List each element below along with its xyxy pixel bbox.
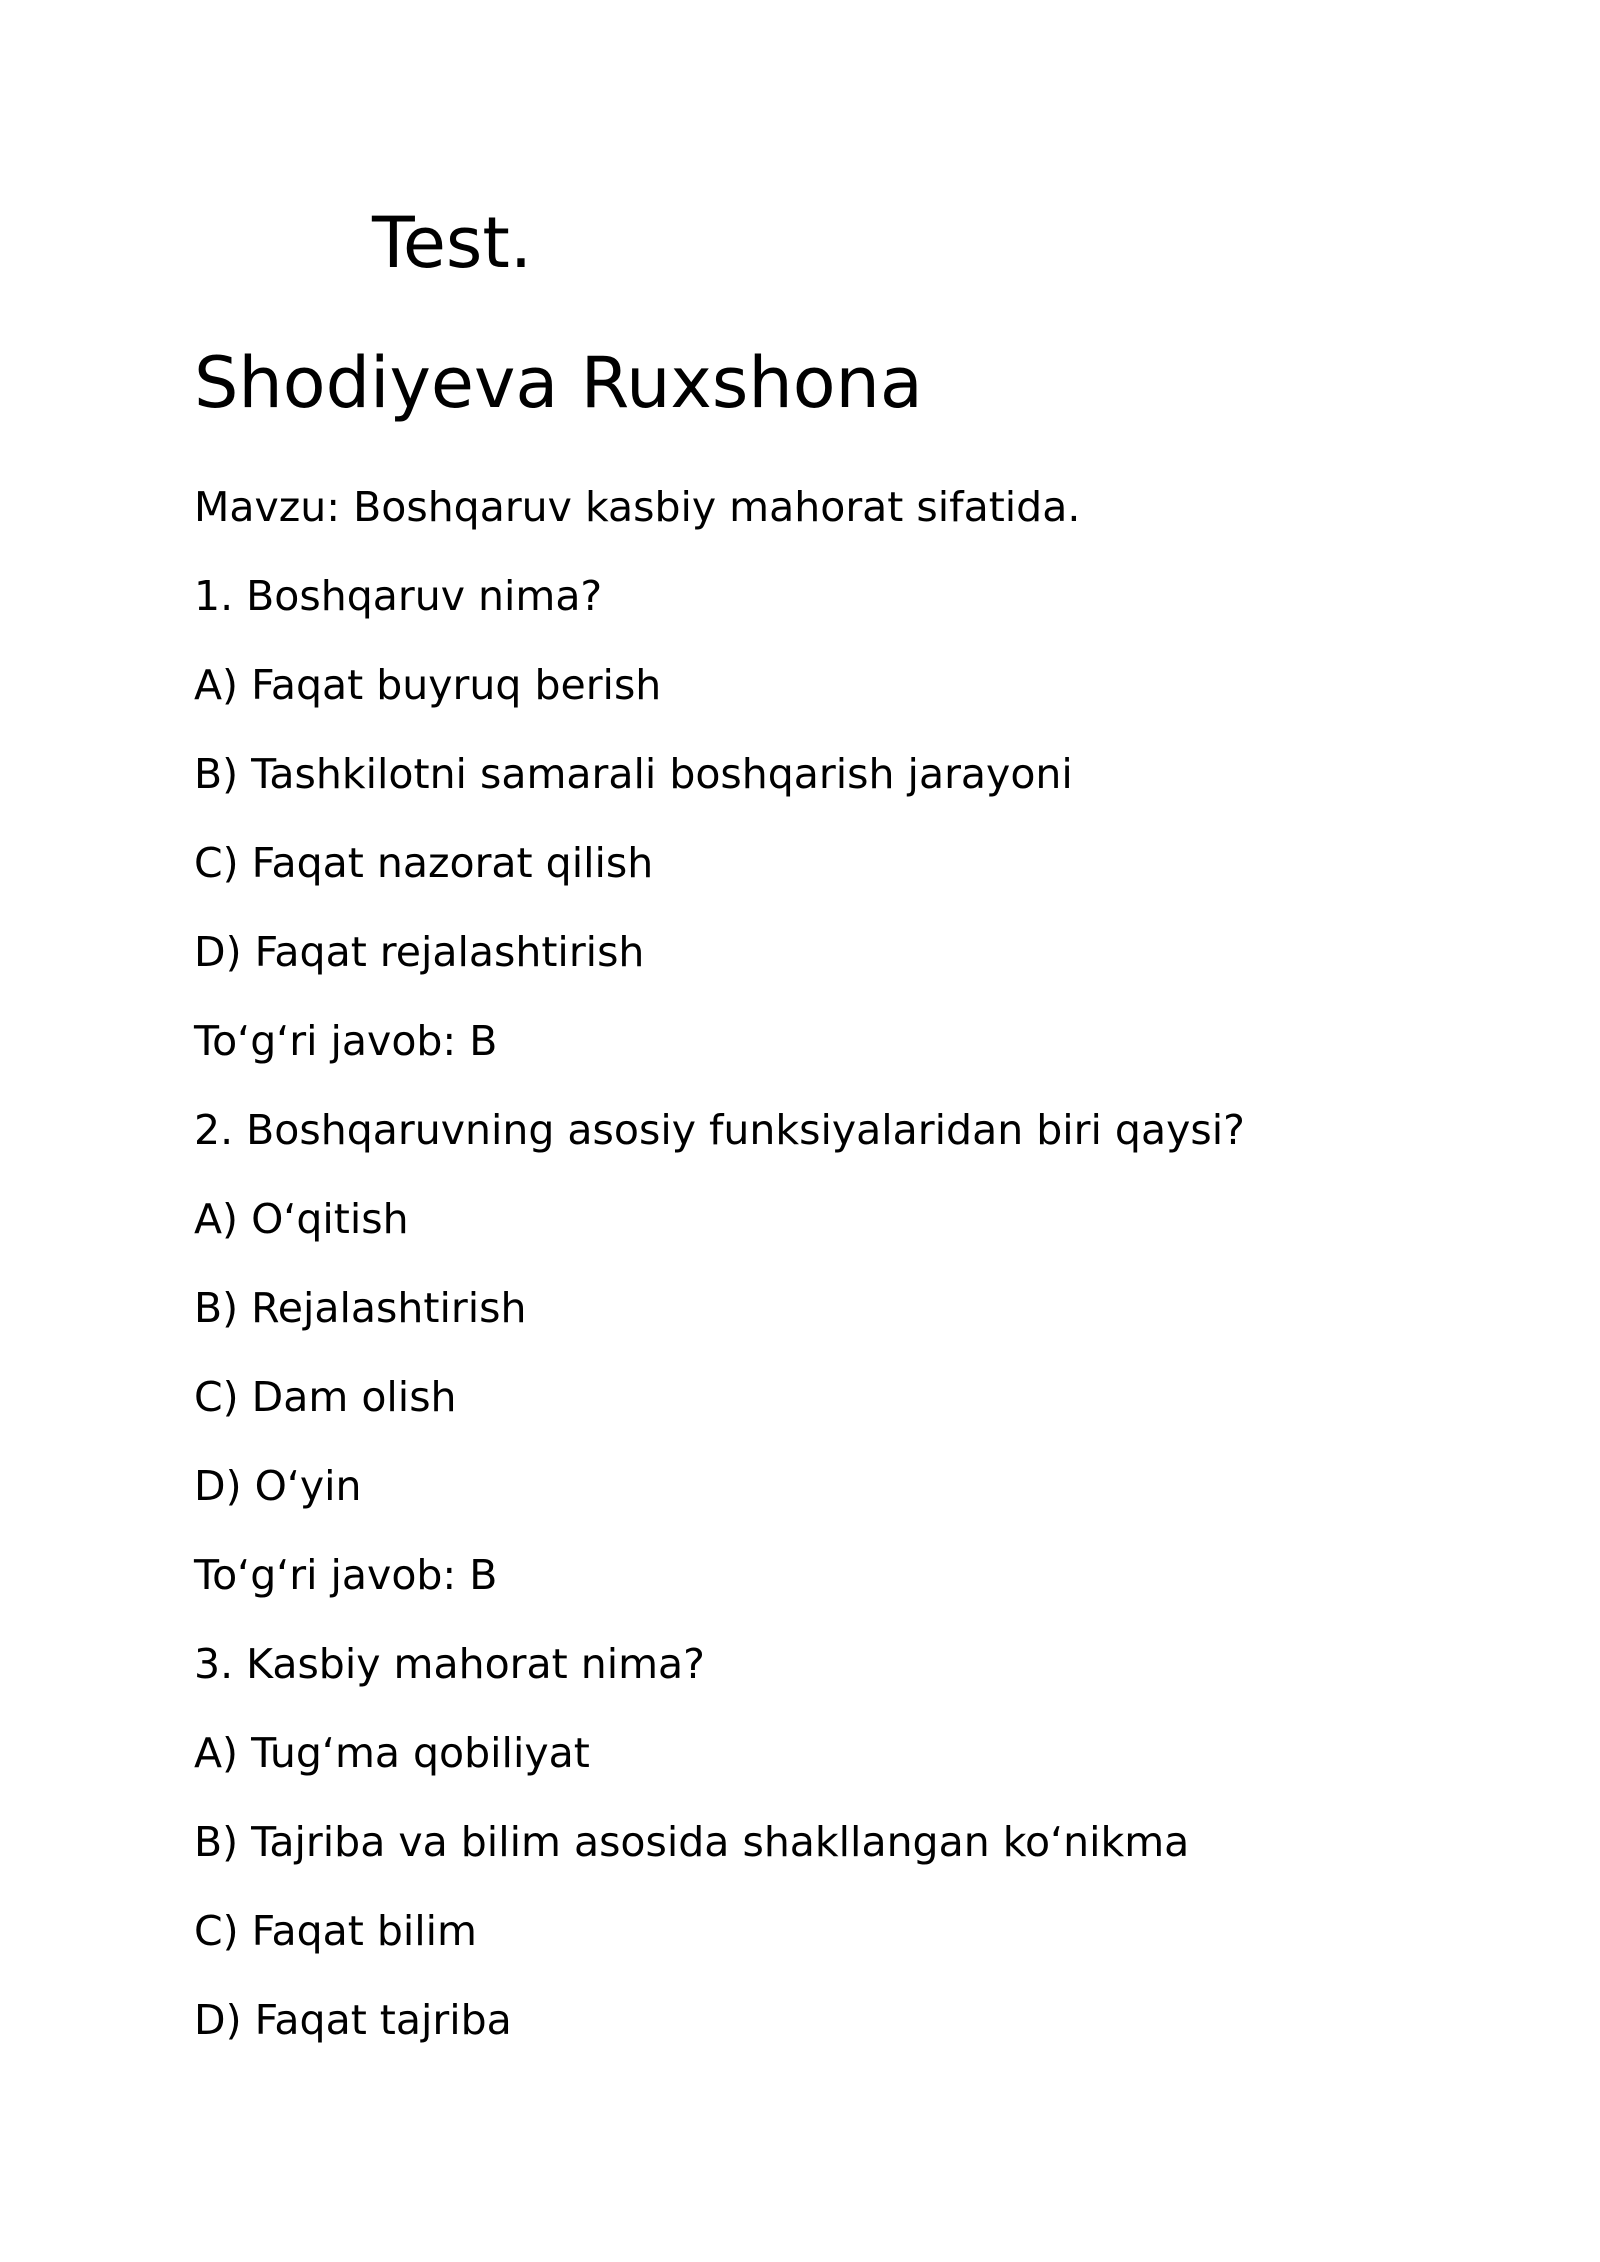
- question-2-option-b: B) Rejalashtirish: [194, 1284, 527, 1332]
- question-3-option-a: A) Tug‘ma qobiliyat: [194, 1729, 590, 1777]
- author-name: Shodiyeva Ruxshona: [194, 342, 923, 424]
- question-1-option-b: B) Tashkilotni samarali boshqarish jarayoni: [194, 750, 1073, 798]
- question-2-option-c: C) Dam olish: [194, 1373, 457, 1421]
- question-3-option-d: D) Faqat tajriba: [194, 1996, 512, 2044]
- question-3-option-b: B) Tajriba va bilim asosida shakllangan ko‘nikma: [194, 1818, 1190, 1866]
- question-1: 1. Boshqaruv nima?: [194, 572, 603, 620]
- topic-line: Mavzu: Boshqaruv kasbiy mahorat sifatida.: [194, 483, 1081, 531]
- question-1-option-c: C) Faqat nazorat qilish: [194, 839, 654, 887]
- question-3-option-c: C) Faqat bilim: [194, 1907, 477, 1955]
- question-1-option-a: A) Faqat buyruq berish: [194, 661, 662, 709]
- question-2-option-d: D) O‘yin: [194, 1462, 362, 1510]
- document-title: Test.: [372, 202, 533, 284]
- question-3: 3. Kasbiy mahorat nima?: [194, 1640, 705, 1688]
- question-1-option-d: D) Faqat rejalashtirish: [194, 928, 645, 976]
- question-2-answer: To‘g‘ri javob: B: [194, 1551, 498, 1599]
- question-1-answer: To‘g‘ri javob: B: [194, 1017, 498, 1065]
- question-2-option-a: A) O‘qitish: [194, 1195, 409, 1243]
- question-2: 2. Boshqaruvning asosiy funksiyalaridan biri qaysi?: [194, 1106, 1245, 1154]
